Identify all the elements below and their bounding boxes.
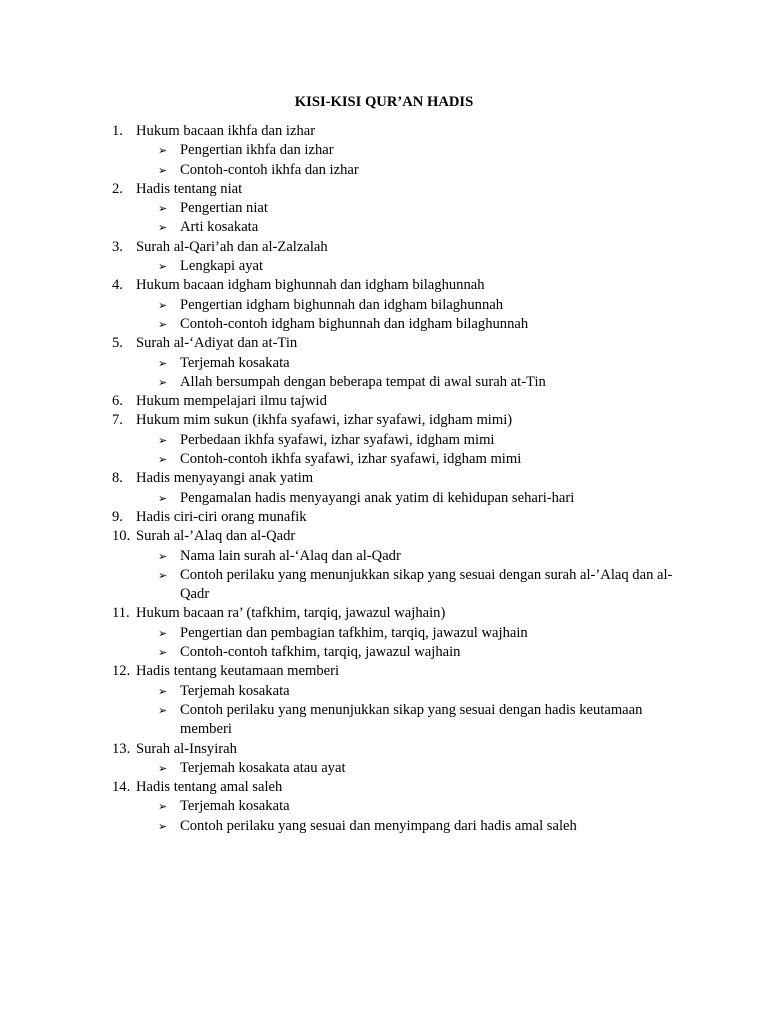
arrow-bullet-icon: ➢ <box>158 646 168 660</box>
arrow-bullet-icon: ➢ <box>158 453 168 467</box>
list-item-heading <box>112 469 682 488</box>
arrow-bullet-icon: ➢ <box>158 491 168 505</box>
list-number: 2. <box>112 180 123 197</box>
sub-item-text: Lengkapi ayat <box>180 258 264 275</box>
list-item <box>112 411 682 469</box>
list-number: 7. <box>112 412 123 429</box>
list-item-text: Hadis menyayangi anak yatim <box>136 470 314 487</box>
arrow-bullet-icon: ➢ <box>158 684 168 698</box>
list-item-heading <box>112 238 682 257</box>
sub-item <box>112 315 682 334</box>
sub-item-text: Contoh perilaku yang sesuai dan menyimpang dari hadis amal saleh <box>180 817 577 834</box>
arrow-bullet-icon: ➢ <box>158 800 168 814</box>
list-item-text: Hadis tentang niat <box>136 180 243 197</box>
sub-item-text: Terjemah kosakata atau ayat <box>180 759 346 776</box>
sub-item <box>112 257 682 276</box>
sub-item-text: Pengertian idgham bighunnah dan idgham bilaghunnah <box>180 296 504 313</box>
arrow-bullet-icon: ➢ <box>158 433 168 447</box>
sub-item <box>112 431 682 450</box>
topic-list <box>112 122 682 836</box>
list-item-heading <box>112 122 682 141</box>
list-item-heading <box>112 276 682 295</box>
list-item-heading <box>112 334 682 353</box>
sub-item-text: Contoh perilaku yang menunjukkan sikap yang sesuai dengan surah al-’Alaq dan al-Qadr <box>180 566 673 603</box>
list-item <box>112 662 682 739</box>
list-item-heading <box>112 392 682 411</box>
sub-item <box>112 643 682 662</box>
sub-item <box>112 547 682 566</box>
sub-item-text: Contoh-contoh ikhfa dan izhar <box>180 161 359 178</box>
arrow-bullet-icon: ➢ <box>158 144 168 158</box>
list-item-heading <box>112 778 682 797</box>
list-number: 3. <box>112 238 123 255</box>
list-item <box>112 508 682 527</box>
sub-item-text: Contoh perilaku yang menunjukkan sikap yang sesuai dengan hadis keutamaan memberi <box>180 701 643 738</box>
sub-item <box>112 566 682 605</box>
list-item-heading <box>112 604 682 623</box>
list-item <box>112 740 682 779</box>
sub-item-text: Terjemah kosakata <box>180 354 290 371</box>
list-item-text: Hadis tentang amal saleh <box>136 779 283 796</box>
arrow-bullet-icon: ➢ <box>158 202 168 216</box>
arrow-bullet-icon: ➢ <box>158 819 168 833</box>
list-item-text: Surah al-Qari’ah dan al-Zalzalah <box>136 238 328 255</box>
arrow-bullet-icon: ➢ <box>158 163 168 177</box>
list-item <box>112 527 682 604</box>
list-item <box>112 334 682 392</box>
sub-item <box>112 682 682 701</box>
list-item-text: Hukum bacaan ikhfa dan izhar <box>136 123 316 139</box>
list-item-text: Hukum mempelajari ilmu tajwid <box>136 393 327 410</box>
sub-item-text: Pengertian niat <box>180 200 268 217</box>
arrow-bullet-icon: ➢ <box>158 356 168 370</box>
sub-item <box>112 759 682 778</box>
arrow-bullet-icon: ➢ <box>158 298 168 312</box>
arrow-bullet-icon: ➢ <box>158 317 168 331</box>
sub-item <box>112 797 682 816</box>
sub-item <box>112 199 682 218</box>
list-item <box>112 778 682 836</box>
list-number: 9. <box>112 508 123 525</box>
arrow-bullet-icon: ➢ <box>158 568 168 582</box>
list-item-text: Hadis ciri-ciri orang munafik <box>136 508 307 525</box>
list-item <box>112 392 682 411</box>
sub-item <box>112 701 682 740</box>
document-title: KISI-KISI QUR’AN HADIS <box>294 94 474 110</box>
sub-item-text: Allah bersumpah dengan beberapa tempat di awal surah at-Tin <box>180 373 546 390</box>
list-number: 4. <box>112 277 123 294</box>
list-item-text: Hukum bacaan ra’ (tafkhim, tarqiq, jawazul wajhain) <box>136 605 446 622</box>
sub-item-text: Contoh-contoh tafkhim, tarqiq, jawazul wajhain <box>180 644 461 661</box>
list-number: 14. <box>112 779 131 796</box>
list-number: 1. <box>112 123 123 139</box>
list-item <box>112 180 682 238</box>
list-number: 10. <box>112 528 131 545</box>
list-item <box>112 469 682 508</box>
list-item-text: Surah al-‘Adiyat dan at-Tin <box>136 335 298 352</box>
list-number: 5. <box>112 335 123 352</box>
sub-item <box>112 624 682 643</box>
sub-item <box>112 817 682 836</box>
list-item-heading <box>112 527 682 546</box>
list-item-heading <box>112 740 682 759</box>
list-item <box>112 276 682 334</box>
sub-item-text: Arti kosakata <box>180 219 259 236</box>
sub-item <box>112 354 682 373</box>
list-number: 12. <box>112 663 131 680</box>
list-item-heading <box>112 662 682 681</box>
list-number: 6. <box>112 393 123 410</box>
list-item-heading <box>112 508 682 527</box>
list-item-heading <box>112 180 682 199</box>
arrow-bullet-icon: ➢ <box>158 375 168 389</box>
list-number: 13. <box>112 740 131 757</box>
list-item-heading <box>112 411 682 430</box>
sub-item <box>112 141 682 160</box>
list-item <box>112 604 682 662</box>
sub-item <box>112 450 682 469</box>
sub-item-text: Terjemah kosakata <box>180 682 290 699</box>
sub-item-text: Contoh-contoh idgham bighunnah dan idgham bilaghunnah <box>180 315 529 332</box>
list-item-text: Surah al-Insyirah <box>136 740 237 757</box>
arrow-bullet-icon: ➢ <box>158 221 168 235</box>
sub-item <box>112 161 682 180</box>
sub-item <box>112 489 682 508</box>
arrow-bullet-icon: ➢ <box>158 549 168 563</box>
list-number: 8. <box>112 470 123 487</box>
sub-item <box>112 296 682 315</box>
sub-item <box>112 218 682 237</box>
list-item-text: Surah al-’Alaq dan al-Qadr <box>136 528 296 545</box>
list-item <box>112 122 682 180</box>
sub-item <box>112 373 682 392</box>
list-item <box>112 238 682 277</box>
arrow-bullet-icon: ➢ <box>158 626 168 640</box>
arrow-bullet-icon: ➢ <box>158 761 168 775</box>
sub-item-text: Pengertian ikhfa dan izhar <box>180 142 334 159</box>
sub-item-text: Perbedaan ikhfa syafawi, izhar syafawi, idgham mimi <box>180 431 495 448</box>
list-item-text: Hukum bacaan idgham bighunnah dan idgham bilaghunnah <box>136 277 485 294</box>
sub-item-text: Nama lain surah al-‘Alaq dan al-Qadr <box>180 547 401 564</box>
list-item-text: Hadis tentang keutamaan memberi <box>136 663 340 680</box>
sub-item-text: Terjemah kosakata <box>180 798 290 815</box>
sub-item-text: Pengamalan hadis menyayangi anak yatim di kehidupan sehari-hari <box>180 489 575 506</box>
sub-item-text: Pengertian dan pembagian tafkhim, tarqiq, jawazul wajhain <box>180 624 528 641</box>
list-number: 11. <box>112 605 130 622</box>
sub-item-text: Contoh-contoh ikhfa syafawi, izhar syafawi, idgham mimi <box>180 451 522 468</box>
arrow-bullet-icon: ➢ <box>158 260 168 274</box>
arrow-bullet-icon: ➢ <box>158 703 168 717</box>
list-item-text: Hukum mim sukun (ikhfa syafawi, izhar syafawi, idgham mimi) <box>136 412 513 429</box>
